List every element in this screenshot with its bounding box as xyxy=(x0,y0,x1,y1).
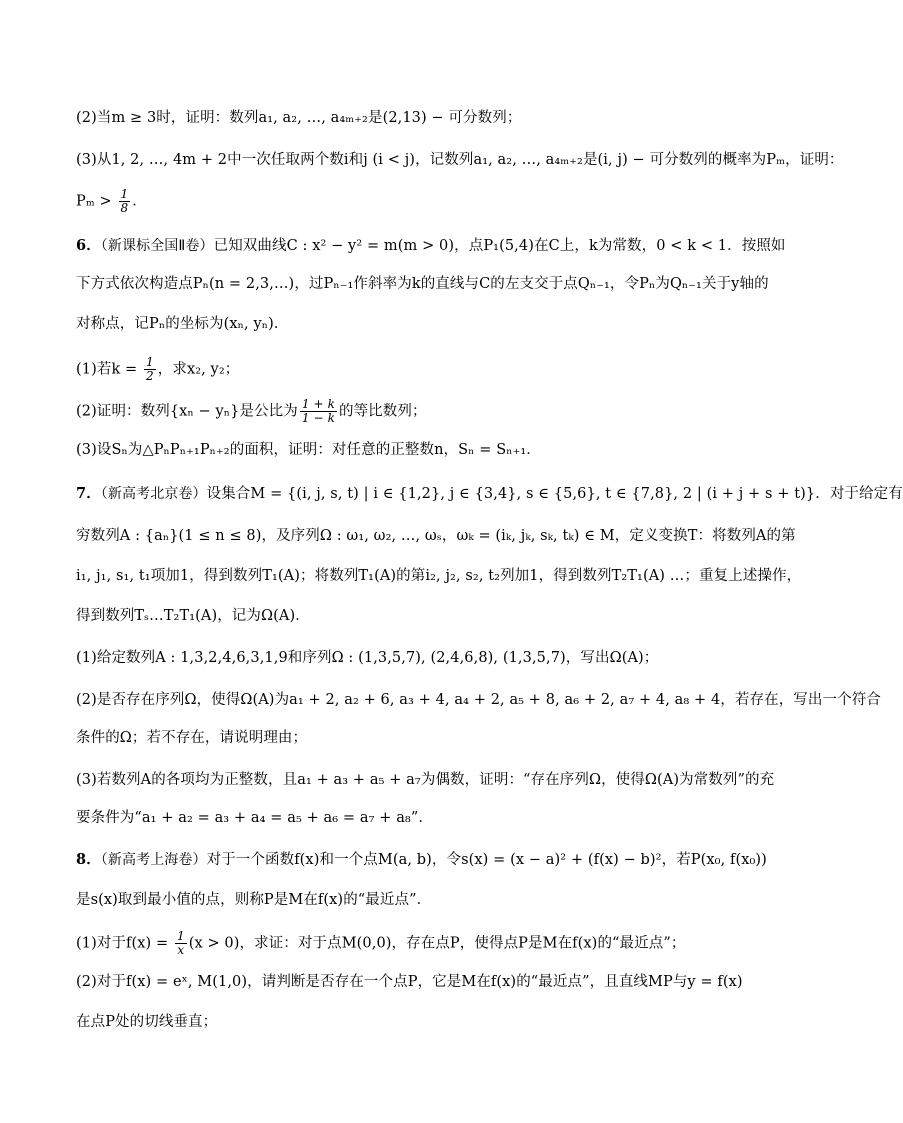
p5-part3-cont: Pₘ > $\frac{1}{8}$ ． xyxy=(76,187,147,215)
p7-part1 xyxy=(76,648,726,668)
text: (3)从1, 2, …, 4m + 2中一次任取两个数i和j (i < j)，记数列a₁, a₂, …, a₄ₘ₊₂是(i, j) − 可分数列的概率为Pₘ，证明： xyxy=(76,152,844,168)
problem-source: （新高考北京卷） xyxy=(100,486,207,502)
problem-6-header xyxy=(76,236,786,256)
p6-part2 xyxy=(76,398,726,425)
p8-part1 xyxy=(76,930,726,957)
text: 穷数列A : {aₙ}(1 ≤ n ≤ 8)，及序列Ω : ω₁, ω₂, …, ωₛ，ωₖ = (iₖ, jₖ, sₖ, tₖ) ∈ M，定义变换T：将数列A的第 xyxy=(76,528,796,544)
problem-source: （新课标全国Ⅱ卷） xyxy=(100,238,214,254)
fraction-1-x: $\frac{1}{x}$ xyxy=(176,929,185,957)
text: 已知双曲线C : x² − y² = m(m > 0)，点P₁(5,4)在C上，k为常数，0 < k < 1．按照如 xyxy=(213,238,786,254)
p7-part2-cont xyxy=(76,728,726,748)
p8-part2 xyxy=(76,972,743,992)
problem-number: 8． xyxy=(76,851,101,868)
problem-8-header xyxy=(76,850,767,870)
p6-line2 xyxy=(76,274,769,294)
text: (2)是否存在序列Ω，使得Ω(A)为a₁ + 2, a₂ + 6, a₃ + 4, a₄ + 2, a₅ + 8, a₆ + 2, a₇ + 4, a₈ + 4，若存在，写出一个符合 xyxy=(76,692,881,708)
text: 条件的Ω；若不存在，请说明理由； xyxy=(76,730,308,746)
text: (1)对于f(x) = xyxy=(76,935,173,952)
text: (x > 0)，求证：对于点M(0,0)，存在点P，使得点P是M在f(x)的“最近点”； xyxy=(188,935,686,952)
fraction-ratio: $\frac{1 + k}{1 - k}$ xyxy=(301,397,335,425)
p7-line2 xyxy=(76,526,796,546)
text: 是s(x)取到最小值的点，则称P是M在f(x)的“最近点”． xyxy=(76,892,432,908)
p5-part3 xyxy=(76,150,844,170)
text: (3)设Sₙ为△PₙPₙ₊₁Pₙ₊₂的面积，证明：对任意的正整数n，Sₙ = Sₙ₊₁． xyxy=(76,442,541,458)
problem-number: 6． xyxy=(76,237,101,254)
p7-part3-cont xyxy=(76,808,726,828)
p6-part1 xyxy=(76,356,726,383)
text: (2)证明：数列{xₙ − yₙ}是公比为 xyxy=(76,403,298,420)
text: 在点P处的切线垂直； xyxy=(76,1014,218,1030)
text: 下方式依次构造点Pₙ(n = 2,3,…)，过Pₙ₋₁作斜率为k的直线与C的左支交于点Qₙ₋₁，令Pₙ为Qₙ₋₁关于y轴的 xyxy=(76,276,769,292)
p6-part3 xyxy=(76,440,726,460)
problem-source: （新高考上海卷） xyxy=(100,852,207,868)
fraction-1-8: $\frac{1}{8}$ xyxy=(120,187,129,215)
text: 要条件为“a₁ + a₂ = a₃ + a₄ = a₅ + a₆ = a₇ + a₈”． xyxy=(76,810,433,826)
text: (2)对于f(x) = eˣ, M(1,0)，请判断是否存在一个点P，它是M在f(x)的“最近点”，且直线MP与y = f(x) xyxy=(76,974,743,990)
fraction-1-2: $\frac{1}{2}$ xyxy=(146,355,154,383)
p5-part2 xyxy=(76,108,726,128)
text: 设集合M = {(i, j, s, t) | i ∈ {1,2}, j ∈ {3,4}, s ∈ {5,6}, t ∈ {7,8}, 2 | (i + j + s + t)}．对于给定有 xyxy=(206,486,903,502)
p7-part3 xyxy=(76,770,775,790)
p7-line3 xyxy=(76,566,802,586)
text: (3)若数列A的各项均为正整数，且a₁ + a₃ + a₅ + a₇为偶数，证明：“存在序列Ω，使得Ω(A)为常数列”的充 xyxy=(76,772,775,788)
p7-line4 xyxy=(76,606,726,626)
text: 得到数列Tₛ…T₂T₁(A)，记为Ω(A)． xyxy=(76,608,310,624)
problem-7-header xyxy=(76,484,903,504)
text: (1)给定数列A : 1,3,2,4,6,3,1,9和序列Ω : (1,3,5,7), (2,4,6,8), (1,3,5,7)，写出Ω(A)； xyxy=(76,650,659,666)
text: i₁, j₁, s₁, t₁项加1，得到数列T₁(A)；将数列T₁(A)的第i₂, j₂, s₂, t₂列加1，得到数列T₂T₁(A) …；重复上述操作， xyxy=(76,568,802,584)
text: ，求x₂, y₂； xyxy=(157,361,240,378)
p8-part2-cont xyxy=(76,1012,726,1032)
p8-line2 xyxy=(76,890,726,910)
text: 对于一个函数f(x)和一个点M(a, b)，令s(x) = (x − a)² + (f(x) − b)²，若P(x₀, f(x₀)) xyxy=(206,852,767,868)
problem-number: 7． xyxy=(76,485,101,502)
text: Pₘ > xyxy=(76,193,117,210)
text: 对称点，记Pₙ的坐标为(xₙ, yₙ)． xyxy=(76,316,289,332)
text: 的等比数列； xyxy=(338,403,427,420)
text: (1)若k = xyxy=(76,361,142,378)
p7-part2 xyxy=(76,690,881,710)
p6-line3 xyxy=(76,314,726,334)
text: (2)当m ≥ 3时，证明：数列a₁, a₂, …, a₄ₘ₊₂是(2,13) − 可分数列； xyxy=(76,110,522,126)
